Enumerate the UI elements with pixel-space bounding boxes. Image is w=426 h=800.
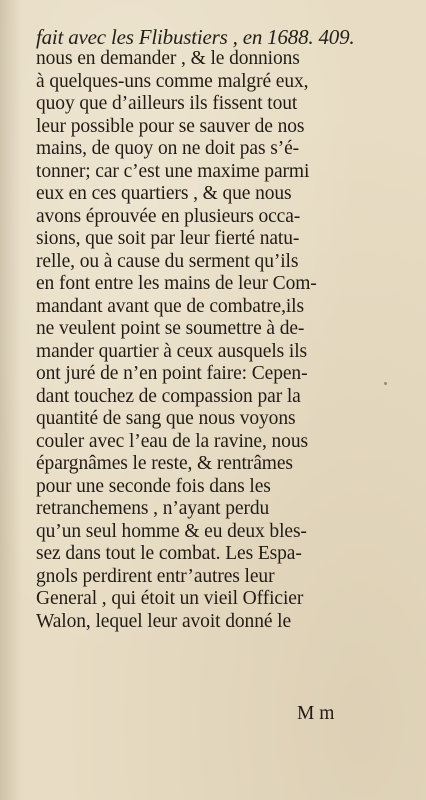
- text-line: dant touchez de compassion par la: [36, 385, 301, 407]
- page-body-text: [36, 48, 384, 633]
- text-line: ne veulent point se soumettre à de-: [36, 318, 305, 339]
- text-line: eux en ces quartiers , & que nous: [36, 183, 292, 204]
- text-line: pour une seconde fois dans les: [36, 475, 271, 497]
- text-line: mandant avant que de combatre,ils: [36, 295, 304, 317]
- text-line: qu’un seul homme & eu deux bles-: [36, 520, 307, 542]
- text-line: avons éprouvée en plusieurs occa-: [36, 205, 301, 227]
- text-line: à quelques-uns comme malgré eux,: [36, 70, 309, 92]
- running-head: fait avec les Flibustiers , en 1688. 409.: [36, 25, 355, 49]
- text-line: nous en demander , & le donnions: [36, 48, 300, 69]
- text-line: couler avec l’eau de la ravine, nous: [36, 430, 308, 452]
- text-line: gnols perdirent entr’autres leur: [36, 565, 275, 587]
- page-gutter-shadow: [0, 0, 22, 800]
- text-line: quoy que d’ailleurs ils fissent tout: [36, 93, 298, 114]
- text-line: mains, de quoy on ne doit pas s’é-: [36, 138, 300, 159]
- text-line: sions, que soit par leur fierté natu-: [36, 228, 300, 249]
- ink-speck: [384, 382, 387, 385]
- text-line: quantité de sang que nous voyons: [36, 408, 296, 429]
- text-line: épargnâmes le reste, & rentrâmes: [36, 453, 293, 474]
- catchword: M m: [297, 703, 335, 724]
- text-line: sez dans tout le combat. Les Espa-: [36, 543, 302, 564]
- text-line: en font entre les mains de leur Com-: [36, 273, 317, 294]
- text-line: Walon, lequel leur avoit donné le: [36, 610, 292, 632]
- text-line: ont juré de n’en point faire: Cepen-: [36, 363, 308, 384]
- text-line: tonner; car c’est une maxime parmi: [36, 160, 310, 182]
- text-line: retranchemens , n’ayant perdu: [36, 498, 270, 519]
- text-line: leur possible pour se sauver de nos: [36, 115, 305, 137]
- text-line: mander quartier à ceux ausquels ils: [36, 340, 308, 362]
- text-line: relle, ou à cause du serment qu’ils: [36, 250, 299, 272]
- text-line: General , qui étoit un vieil Officier: [36, 588, 304, 609]
